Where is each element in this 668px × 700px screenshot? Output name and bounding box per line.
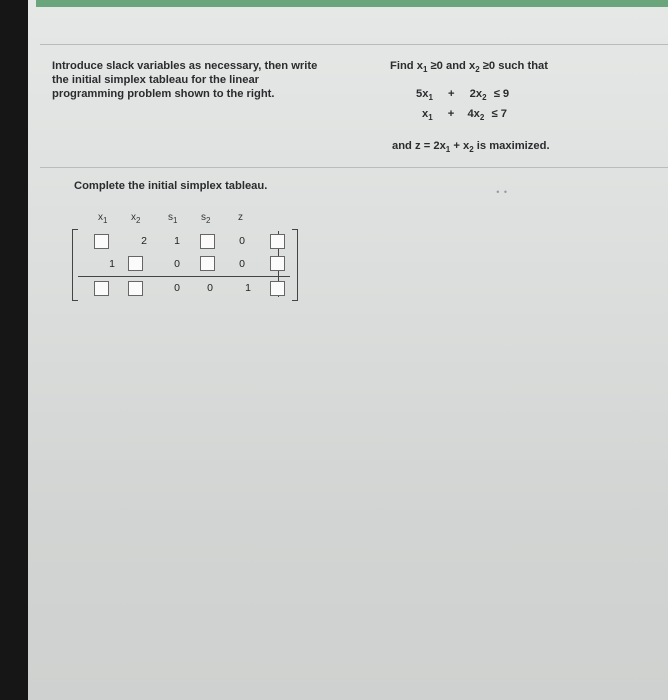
tableau-input-r2-s2[interactable]	[200, 256, 215, 271]
tableau-value-r3-s1: 0	[174, 282, 180, 294]
tableau-value-r2-z: 0	[239, 258, 245, 270]
objective-line: and $z = 2x_1 + x_2$ is maximized.	[392, 140, 550, 154]
tableau-value-r2-s1: 0	[174, 258, 180, 270]
header-x2: $x_2$	[131, 212, 141, 225]
header-s1: $s_1$	[168, 212, 178, 225]
instruction-line-3: programming problem shown to the right.	[52, 88, 275, 100]
tableau-input-r1-rhs[interactable]	[270, 234, 285, 249]
instruction-line-1: Introduce slack variables as necessary, then write	[52, 60, 318, 72]
header-x1: $x_1$	[98, 212, 108, 225]
tableau-input-r3-x2[interactable]	[128, 281, 143, 296]
tableau-input-r3-rhs[interactable]	[270, 281, 285, 296]
objective-row-divider	[78, 276, 290, 277]
tableau-input-r2-rhs[interactable]	[270, 256, 285, 271]
more-dots[interactable]: • •	[496, 187, 508, 197]
constraint-2: $x_1 + 4x_2 \le 7$	[422, 108, 507, 122]
instruction-line-2: the initial simplex tableau for the linear	[52, 74, 260, 86]
instruction-text	[52, 59, 372, 101]
tableau-value-r3-s2: 0	[207, 282, 213, 294]
tableau-input-r3-x1[interactable]	[94, 281, 109, 296]
header-strip	[40, 10, 668, 45]
find-line: Find $x_1 \ge 0$ and $x_2 \ge 0$ such that	[390, 60, 548, 74]
header-z: z	[238, 212, 243, 223]
tableau-value-r3-z: 1	[245, 282, 251, 294]
constraint-1: $5x_1 + 2x_2 \le 9$	[416, 88, 510, 102]
tableau-value-r1-x2: 2	[141, 235, 147, 247]
tableau-input-r2-x2[interactable]	[128, 256, 143, 271]
tableau-input-r1-x1[interactable]	[94, 234, 109, 249]
simplex-tableau	[72, 212, 302, 302]
matrix-bracket-left	[72, 229, 78, 301]
tableau-input-r1-s2[interactable]	[200, 234, 215, 249]
top-accent-bar	[36, 0, 668, 7]
tableau-value-r1-s1: 1	[174, 235, 180, 247]
screen	[28, 0, 668, 700]
tableau-title: Complete the initial simplex tableau.	[74, 180, 268, 192]
tableau-value-r2-x1: 1	[109, 258, 115, 270]
header-s2: $s_2$	[201, 212, 211, 225]
tableau-value-r1-z: 0	[239, 235, 245, 247]
matrix-bracket-right	[292, 229, 298, 301]
